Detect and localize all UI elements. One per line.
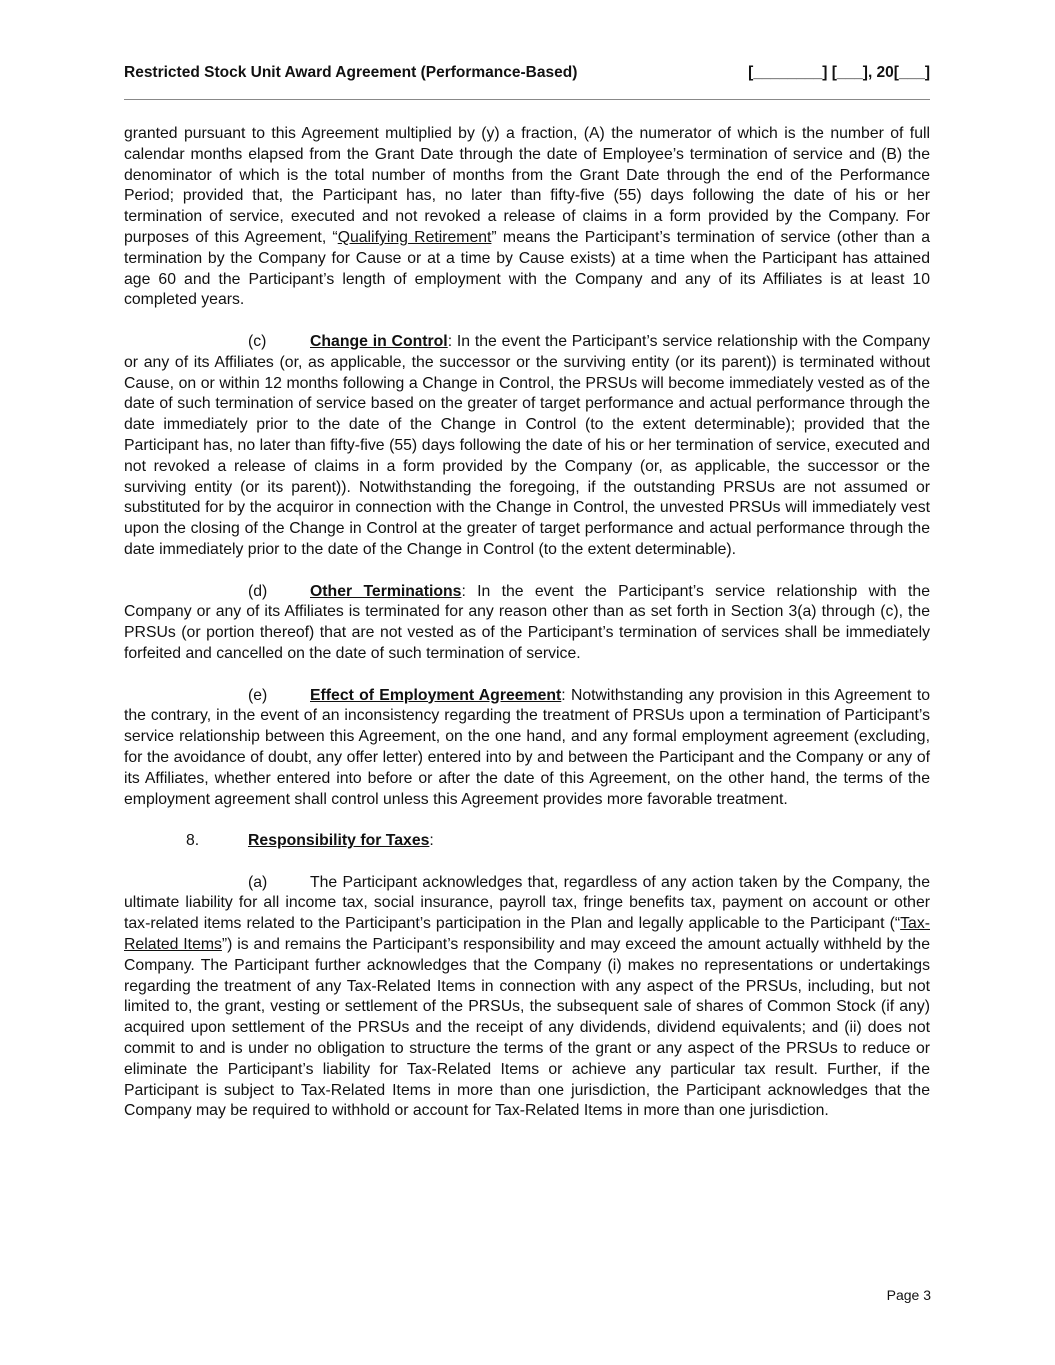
section-c-heading: Change in Control bbox=[310, 332, 448, 350]
paragraph-continuation: granted pursuant to this Agreement multiplied by (y) a fraction, (A) the numerator of which is the number of full calendar months elapsed from the Grant Date through the date of Employee’s termination of service and (B) the denominator of which is the total number of months from the Grant Date through the end of the Performance Period; provided that, the Participant has, no later than fifty-five (55) days following the date of his or her termination of service, executed and not revoked a release of claims in a form provided by the Company. For purposes of this Agreement, “Qualifying Retirement” means the Participant’s termination of service (other than a termination by the Company for Cause or at a time by Cause exists) at a time when the Participant has attained age 60 and the Participant’s length of employment with the Company and any of its Affiliates is at least 10 completed years. bbox=[124, 125, 930, 309]
section-d-other-terminations: (d) Other Terminations: In the event the Participant’s service relationship with the Company or any of its Affiliates is terminated for any reason other than as set forth in Section 3(a) through (c), the PRSUs (or portion thereof) that are not vested as of the Participant’s termination of services shall be immediately forfeited and cancelled on the date of such termination of service. bbox=[124, 582, 930, 662]
section-c-label: (c) bbox=[248, 332, 267, 350]
document-body bbox=[124, 124, 930, 1143]
header-divider bbox=[124, 99, 930, 100]
page-number: Page 3 bbox=[886, 1287, 931, 1303]
section-e-employment-agreement: (e) Effect of Employment Agreement: Notwithstanding any provision in this Agreement to the contrary, in the event of an inconsistency regarding the treatment of PRSUs upon a termination of Participant’s service relationship between this Agreement, on the one hand, and any formal employment agreement (excluding, for the avoidance of doubt, any offer letter) entered into by and between the Participant and the Company or any of its Affiliates, whether entered into before or after the date of this Agreement, on the other hand, the terms of the employment agreement shall control unless this Agreement provides more favorable treatment. bbox=[124, 686, 930, 808]
defined-term-qualifying-retirement: Qualifying Retirement bbox=[337, 228, 492, 246]
section-e-heading: Effect of Employment Agreement bbox=[310, 686, 562, 704]
section-8-heading: Responsibility for Taxes bbox=[248, 832, 430, 850]
section-d-heading: Other Terminations bbox=[310, 582, 462, 600]
section-8a-label: (a) bbox=[248, 873, 268, 891]
section-d-label: (d) bbox=[248, 582, 268, 600]
header-date-placeholder: [________] [___], 20[___] bbox=[748, 64, 930, 81]
header-title: Restricted Stock Unit Award Agreement (Performance-Based) bbox=[124, 64, 578, 81]
section-c-change-in-control: (c) Change in Control: In the event the Participant’s service relationship with the Company or any of its Affiliates (or, as applicable, the successor or the surviving entity (or its parent)) is terminated without Cause, on or within 12 months following a Change in Control, the PRSUs will become immediately vested as of the date of such termination of service based on the greater of target performance and actual performance through the date immediately prior to the date of the Change in Control (to the extent determinable); provided that the Participant has, no later than fifty-five (55) days following the date of his or her termination of service, executed and not revoked a release of claims in a form provided by the Company (or, as applicable, the successor or the surviving entity (or its parent)). Notwithstanding the foregoing, if the outstanding PRSUs are not assumed or substituted for by the acquiror in connection with the Change in Control, the unvested PRSUs will immediately vest upon the closing of the Change in Control at the greater of target performance and actual performance through the date immediately prior to the date of the Change in Control (to the extent determinable). bbox=[124, 332, 930, 558]
section-8-heading-line: 8. Responsibility for Taxes: bbox=[124, 831, 930, 852]
section-8-number: 8. bbox=[186, 832, 200, 850]
defined-term-tax-related-items: Tax-Related Items bbox=[124, 915, 930, 954]
section-e-label: (e) bbox=[248, 686, 268, 704]
section-8a-taxes: (a) The Participant acknowledges that, regardless of any action taken by the Company, the ultimate liability for all income tax, social insurance, payroll tax, fringe benefits tax, payment on account or other tax-related items related to the Participant’s participation in the Plan and legally applicable to the Participant (“Tax-Related Items”) is and remains the Participant’s responsibility and may exceed the amount actually withheld by the Company. The Participant further acknowledges that the Company (i) makes no representations or undertakings regarding the treatment of any Tax-Related Items in connection with any aspect of the PRSUs, including, but not limited to, the grant, vesting or settlement of the PRSUs, the subsequent sale of shares of Common Stock (if any) acquired upon settlement of the PRSUs and the receipt of any dividends, dividend equivalents; and (ii) does not commit to and is under no obligation to structure the terms of the grant or any aspect of the PRSUs to reduce or eliminate the Participant’s liability for Tax-Related Items or achieve any particular tax result. Further, if the Participant is subject to Tax-Related Items in more than one jurisdiction, the Participant acknowledges that the Company may be required to withhold or account for Tax-Related Items in more than one jurisdiction. bbox=[124, 873, 930, 1120]
